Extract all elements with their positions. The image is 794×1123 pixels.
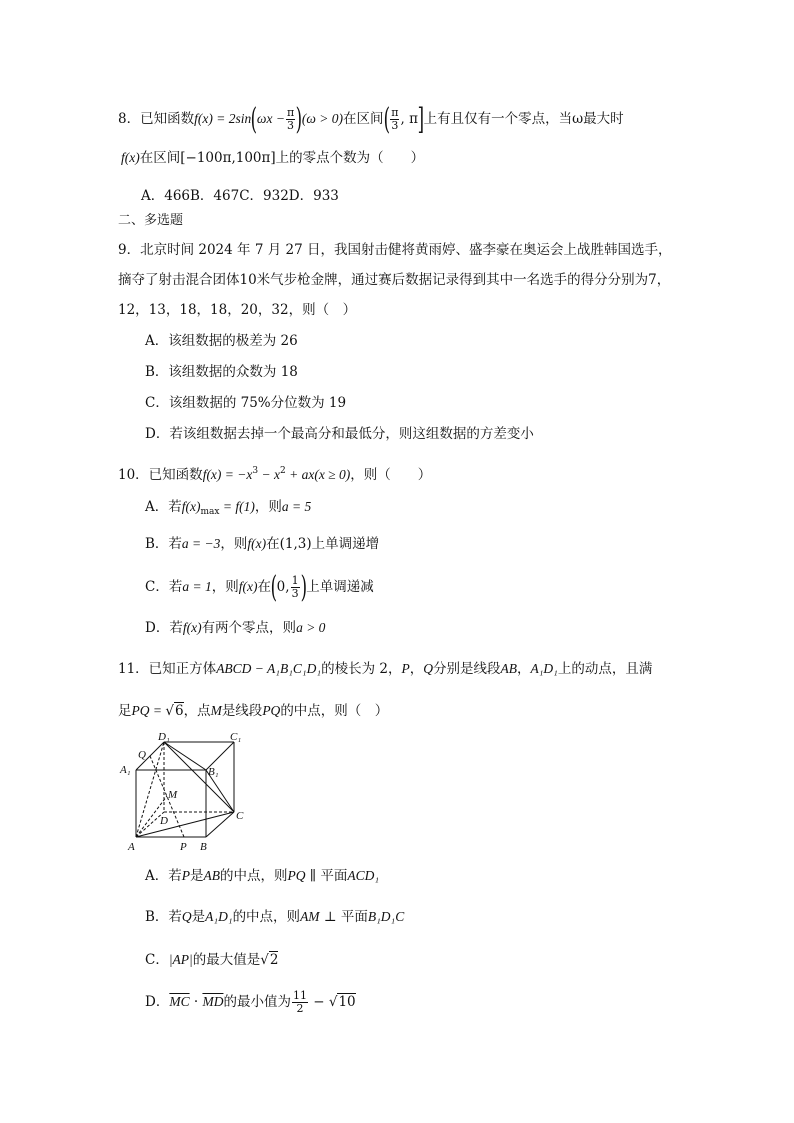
q10-d-pre: D．若	[145, 620, 183, 636]
q10-lead: 10．已知函数	[118, 467, 203, 483]
q11-d-frac: $\frac{11}{2}$	[292, 989, 307, 1015]
q10-d-mid: 有两个零点，则	[201, 620, 297, 636]
q8-line1: 8．已知函数f(x) = 2sin(ωx − $\frac{\pi}{3}$ )(ω > 0)在区间( $\frac{\pi}{3}$ , π]上有且仅有一个零点，当ω最大时	[118, 101, 624, 137]
q11-option-c: C．|AP|的最大值是√2	[145, 952, 279, 968]
q10-b-f: f(x)	[247, 536, 267, 551]
q8-interval-start: $\frac{\pi}{3}$	[391, 106, 399, 132]
q10-c-mid: ，则	[211, 579, 239, 595]
q11-a-par: ∥ 平面	[305, 868, 348, 884]
q10-tail: ，则（ ）	[350, 467, 432, 483]
q11-a-pre: A．若	[145, 868, 182, 884]
q11-line2-tail: 的中点，则（ ）	[280, 703, 389, 719]
q11-c-ap: |AP|	[168, 952, 193, 967]
q10-a-res: a = 5	[281, 499, 312, 514]
q10-option-c: C．若a = 1，则f(x)在(0, $\frac{1}{3}$ )上单调递减	[145, 569, 374, 605]
q10-b-cond: a = −3	[181, 536, 221, 551]
label-m: M	[168, 789, 178, 801]
q10-stem	[118, 461, 431, 485]
q9-option-a: A．该组数据的极差为 26	[145, 333, 298, 349]
q8-line2	[121, 148, 424, 168]
q10-b-mid2: 在	[266, 536, 280, 552]
q11-b-mid: 是	[191, 909, 206, 925]
cube-figure	[118, 730, 258, 855]
label-d1: D₁	[158, 731, 170, 743]
label-d: D	[160, 815, 168, 827]
label-a1: A₁	[120, 764, 131, 776]
label-a: A	[128, 841, 135, 853]
q10-option-a	[145, 497, 311, 522]
q8-inner: ωx −	[256, 111, 285, 126]
q9-option-d: D．若该组数据去掉一个最高分和最低分，则这组数据的方差变小	[145, 426, 534, 442]
q11-d-ten: 10	[338, 994, 356, 1010]
q11-option-a	[145, 866, 379, 886]
q8-interval-end: , π	[400, 111, 418, 127]
q10-a-sub: max	[200, 507, 220, 517]
section-heading: 二、多选题	[118, 213, 184, 228]
q11-b-q: Q	[181, 909, 192, 924]
q10-exp2: 2	[279, 466, 286, 476]
q11-a-mid2: 的中点，则	[220, 868, 288, 884]
q11-mid2: 分别是线段	[432, 661, 501, 677]
q10-b-mid: ，则	[220, 536, 248, 552]
q8-interval-text: 在区间	[343, 111, 384, 127]
q11-a1d1: A₁D₁	[530, 661, 558, 676]
q11-b-plane: B₁D₁C	[367, 909, 405, 924]
q10-c-tail: 上单调递减	[306, 579, 374, 595]
q11-a-pq: PQ	[287, 868, 306, 883]
q10-a-pre: A．若	[145, 499, 182, 515]
q9-line3: 12，13，18，18，20，32，则（ ）	[118, 302, 357, 318]
q11-c-pre: C．	[145, 952, 169, 968]
q11-stem-line1	[118, 659, 652, 679]
label-b: B	[200, 841, 207, 853]
q11-mid1: 的棱长为 2，	[321, 661, 402, 677]
q10-d-res: a > 0	[296, 620, 326, 635]
q11-six: 6	[174, 703, 184, 719]
q11-c-mid: 的最大值是	[192, 952, 261, 968]
q10-b-tail: 上单调递增	[311, 536, 380, 552]
q11-d-pre: D．	[145, 994, 170, 1010]
q9-option-c: C．该组数据的 75%分位数为 19	[145, 395, 347, 411]
q10-c-mid2: 在	[257, 579, 271, 595]
q9-line1: 9．北京时间 2024 年 7 月 27 日，我国射击健将黄雨婷、盛李豪在奥运会上战胜韩国选手，	[118, 242, 672, 258]
q11-b-am: AM	[300, 909, 320, 924]
label-q: Q	[138, 749, 146, 761]
q11-d-dot: ·	[189, 994, 203, 1010]
q8-pi-over-3: $\frac{\pi}{3}$	[286, 106, 295, 132]
q11-line2-mid: ，点	[183, 703, 211, 719]
q8-options: A．466B．467C．932D．933	[141, 188, 339, 204]
q8-line2-tail: 上的零点个数为（ ）	[275, 150, 425, 166]
q11-line2-pre: 足	[118, 703, 132, 719]
q11-comma: ，	[409, 661, 424, 677]
q8-line2-func: f(x)	[121, 150, 140, 165]
q8-lead: 8．已知函数	[118, 111, 195, 127]
label-p: P	[180, 841, 187, 853]
q10-a-eq: = f(1)	[219, 499, 255, 514]
q8-line2-mid: 在区间	[139, 150, 181, 166]
q10-c-f: f(x)	[238, 579, 258, 594]
q10-func: f(x) = −x	[202, 467, 253, 482]
q9-option-b: B．该组数据的众数为 18	[145, 364, 298, 380]
q11-comma2: ，	[516, 661, 531, 677]
q11-option-d: D．$\overline{MC} \cdot \overline{MD}$的最小值为 $\frac{11}{2}$ − √10	[145, 989, 356, 1015]
q10-exp3: 3	[252, 466, 259, 476]
q11-option-b	[145, 907, 404, 927]
q11-m: M	[210, 703, 222, 718]
q10-tail-expr: + ax(x ≥ 0)	[285, 467, 351, 482]
q11-d-minus: −	[308, 994, 329, 1010]
q11-stem-line2: 足PQ = √6，点M是线段PQ的中点，则（ ）	[118, 703, 389, 719]
q8-tail: 上有且仅有一个零点，当ω最大时	[423, 111, 624, 127]
q11-c-two: 2	[269, 952, 279, 968]
q8-cond: (ω > 0)	[301, 111, 344, 126]
q10-option-d	[145, 618, 325, 638]
q10-b-pre: B．若	[145, 536, 182, 552]
q10-c-pre: C．若	[145, 579, 183, 595]
q11-b-mid2: 的中点，则	[232, 909, 301, 925]
q10-option-b	[145, 534, 379, 554]
q8-line2-interval: [−100π,100π]	[180, 150, 276, 166]
q11-a-ab: AB	[203, 868, 220, 883]
q10-c-cond: a = 1	[182, 579, 212, 594]
label-b1: B₁	[208, 766, 219, 778]
q10-c-frac: $\frac{1}{3}$	[291, 574, 299, 600]
q11-d-mc: $\overline{MC}$	[169, 994, 190, 1009]
q11-a-plane: ACD₁	[347, 868, 380, 883]
label-c1: C₁	[230, 731, 242, 743]
q11-p: P	[401, 661, 410, 676]
q10-b-int: (1,3)	[279, 536, 312, 552]
q11-cube: ABCD − A₁B₁C₁D₁	[216, 661, 322, 676]
q10-mid: − x	[258, 467, 280, 482]
q11-line2-mid2: 是线段	[221, 703, 263, 719]
q11-tail1: 上的动点，且满	[557, 661, 653, 677]
q10-d-f: f(x)	[182, 620, 202, 635]
q10-a-tail: ，则	[254, 499, 282, 515]
q11-pq: PQ =	[131, 703, 166, 718]
q11-lead: 11．已知正方体	[118, 661, 217, 677]
q11-a-mid: 是	[190, 868, 204, 884]
q10-c-zero: 0,	[276, 579, 290, 595]
q11-b-seg: A₁D₁	[205, 909, 233, 924]
q9-line2: 摘夺了射击混合团体10米气步枪金牌，通过赛后数据记录得到其中一名选手的得分分别为7，	[118, 272, 671, 288]
q11-d-mid: 的最小值为	[223, 994, 291, 1010]
q11-pq2: PQ	[262, 703, 281, 718]
q11-ab: AB	[500, 661, 517, 676]
q11-a-p: P	[181, 868, 190, 883]
q10-a-f: f(x)	[181, 499, 201, 514]
label-c: C	[236, 810, 244, 822]
q11-b-perp: ⊥ 平面	[319, 909, 368, 925]
q11-q: Q	[423, 661, 433, 676]
q8-func: f(x) = 2sin	[194, 111, 252, 126]
q11-d-md: $\overline{MD}$	[202, 994, 224, 1009]
q11-b-pre: B．若	[145, 909, 182, 925]
